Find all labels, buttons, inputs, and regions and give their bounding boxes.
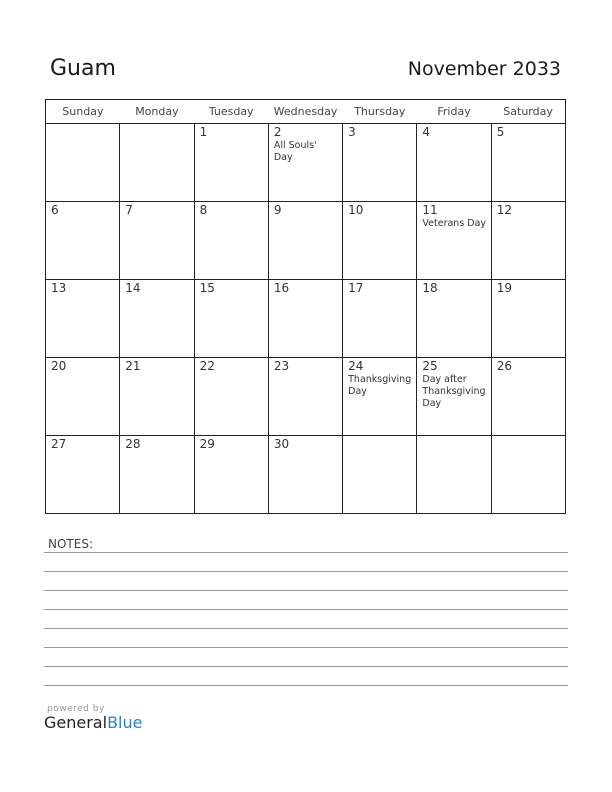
brand-name	[44, 714, 142, 732]
day-number: 26	[496, 359, 512, 373]
notes-line	[44, 609, 568, 610]
day-number: 27	[51, 437, 67, 451]
notes-line	[44, 647, 568, 648]
calendar-day-cell	[268, 358, 342, 436]
calendar-week-row	[46, 124, 566, 202]
calendar-day-cell	[46, 436, 120, 514]
day-number: 24	[348, 359, 364, 373]
day-number: 6	[51, 203, 59, 217]
day-number: 1	[199, 125, 208, 139]
notes-line	[44, 590, 568, 591]
notes-label: NOTES:	[48, 537, 93, 551]
holiday-label: Day after Thanksgiving Day	[422, 374, 486, 409]
day-number: 11	[422, 203, 438, 217]
calendar-day-cell	[343, 280, 417, 358]
day-number: 14	[125, 281, 141, 295]
calendar-region-title: Guam	[50, 56, 116, 81]
calendar-day-cell	[120, 202, 194, 280]
holiday-label: Thanksgiving Day	[348, 374, 412, 397]
weekday-header: Tuesday	[194, 100, 268, 124]
calendar-week-row	[46, 358, 566, 436]
brand-logo	[44, 704, 142, 732]
notes-line	[44, 571, 568, 572]
calendar-day-cell	[46, 358, 120, 436]
calendar-day-cell	[268, 280, 342, 358]
day-number: 3	[348, 125, 356, 139]
notes-line	[44, 685, 568, 686]
calendar-day-cell	[268, 124, 342, 202]
calendar-day-cell	[417, 436, 491, 514]
calendar-day-cell	[46, 124, 120, 202]
calendar-day-cell	[120, 358, 194, 436]
calendar-day-cell	[194, 202, 268, 280]
weekday-header: Sunday	[46, 100, 120, 124]
calendar-day-cell	[343, 202, 417, 280]
day-number: 19	[496, 281, 512, 295]
holiday-label: Veterans Day	[422, 218, 487, 229]
notes-line	[44, 628, 568, 629]
day-number: 13	[51, 281, 67, 295]
calendar-grid	[45, 99, 566, 514]
day-number: 20	[51, 359, 67, 373]
day-number: 4	[422, 125, 431, 139]
calendar-week-row	[46, 280, 566, 358]
day-number: 23	[273, 359, 290, 373]
weekday-header: Saturday	[491, 100, 565, 124]
day-number: 17	[348, 281, 364, 295]
weekday-header-row	[46, 100, 566, 124]
calendar-week-row	[46, 202, 566, 280]
calendar-day-cell	[491, 280, 565, 358]
day-number: 7	[125, 203, 133, 217]
brand-name-blue: Blue	[107, 713, 143, 732]
calendar-day-cell	[194, 280, 268, 358]
day-number: 22	[199, 359, 215, 373]
calendar-week-row	[46, 436, 566, 514]
day-number: 29	[199, 437, 215, 451]
calendar-day-cell	[491, 358, 565, 436]
calendar-day-cell	[46, 280, 120, 358]
calendar-day-cell	[417, 358, 491, 436]
day-number: 9	[273, 203, 282, 217]
day-number: 28	[125, 437, 141, 451]
day-number: 16	[273, 281, 290, 295]
calendar-day-cell	[120, 124, 194, 202]
day-number: 5	[496, 125, 505, 139]
calendar-day-cell	[491, 124, 565, 202]
weekday-header: Thursday	[343, 100, 417, 124]
weekday-header: Wednesday	[268, 100, 342, 124]
weekday-header: Friday	[417, 100, 491, 124]
day-number: 18	[422, 281, 438, 295]
day-number: 10	[348, 203, 364, 217]
calendar-day-cell	[491, 436, 565, 514]
day-number: 25	[422, 359, 438, 373]
calendar-day-cell	[268, 202, 342, 280]
powered-by-text: powered by	[47, 704, 105, 714]
brand-name-general: General	[44, 713, 108, 732]
day-number: 15	[199, 281, 215, 295]
calendar-day-cell	[194, 436, 268, 514]
calendar-day-cell	[268, 436, 342, 514]
calendar-day-cell	[343, 124, 417, 202]
calendar-day-cell	[343, 358, 417, 436]
calendar-day-cell	[417, 202, 491, 280]
day-number: 21	[125, 359, 141, 373]
day-number: 8	[199, 203, 208, 217]
holiday-label: All Souls' Day	[273, 140, 317, 163]
calendar-day-cell	[120, 436, 194, 514]
notes-line	[44, 666, 568, 667]
day-number: 12	[496, 203, 512, 217]
calendar-day-cell	[491, 202, 565, 280]
day-number: 2	[273, 125, 282, 139]
calendar-month-title: November 2033	[407, 58, 561, 80]
calendar-day-cell	[120, 280, 194, 358]
notes-line	[44, 552, 568, 553]
day-number: 30	[273, 437, 290, 451]
calendar-day-cell	[343, 436, 417, 514]
calendar-day-cell	[417, 124, 491, 202]
weekday-header: Monday	[120, 100, 194, 124]
calendar-day-cell	[46, 202, 120, 280]
calendar-day-cell	[417, 280, 491, 358]
calendar-day-cell	[194, 124, 268, 202]
calendar-day-cell	[194, 358, 268, 436]
